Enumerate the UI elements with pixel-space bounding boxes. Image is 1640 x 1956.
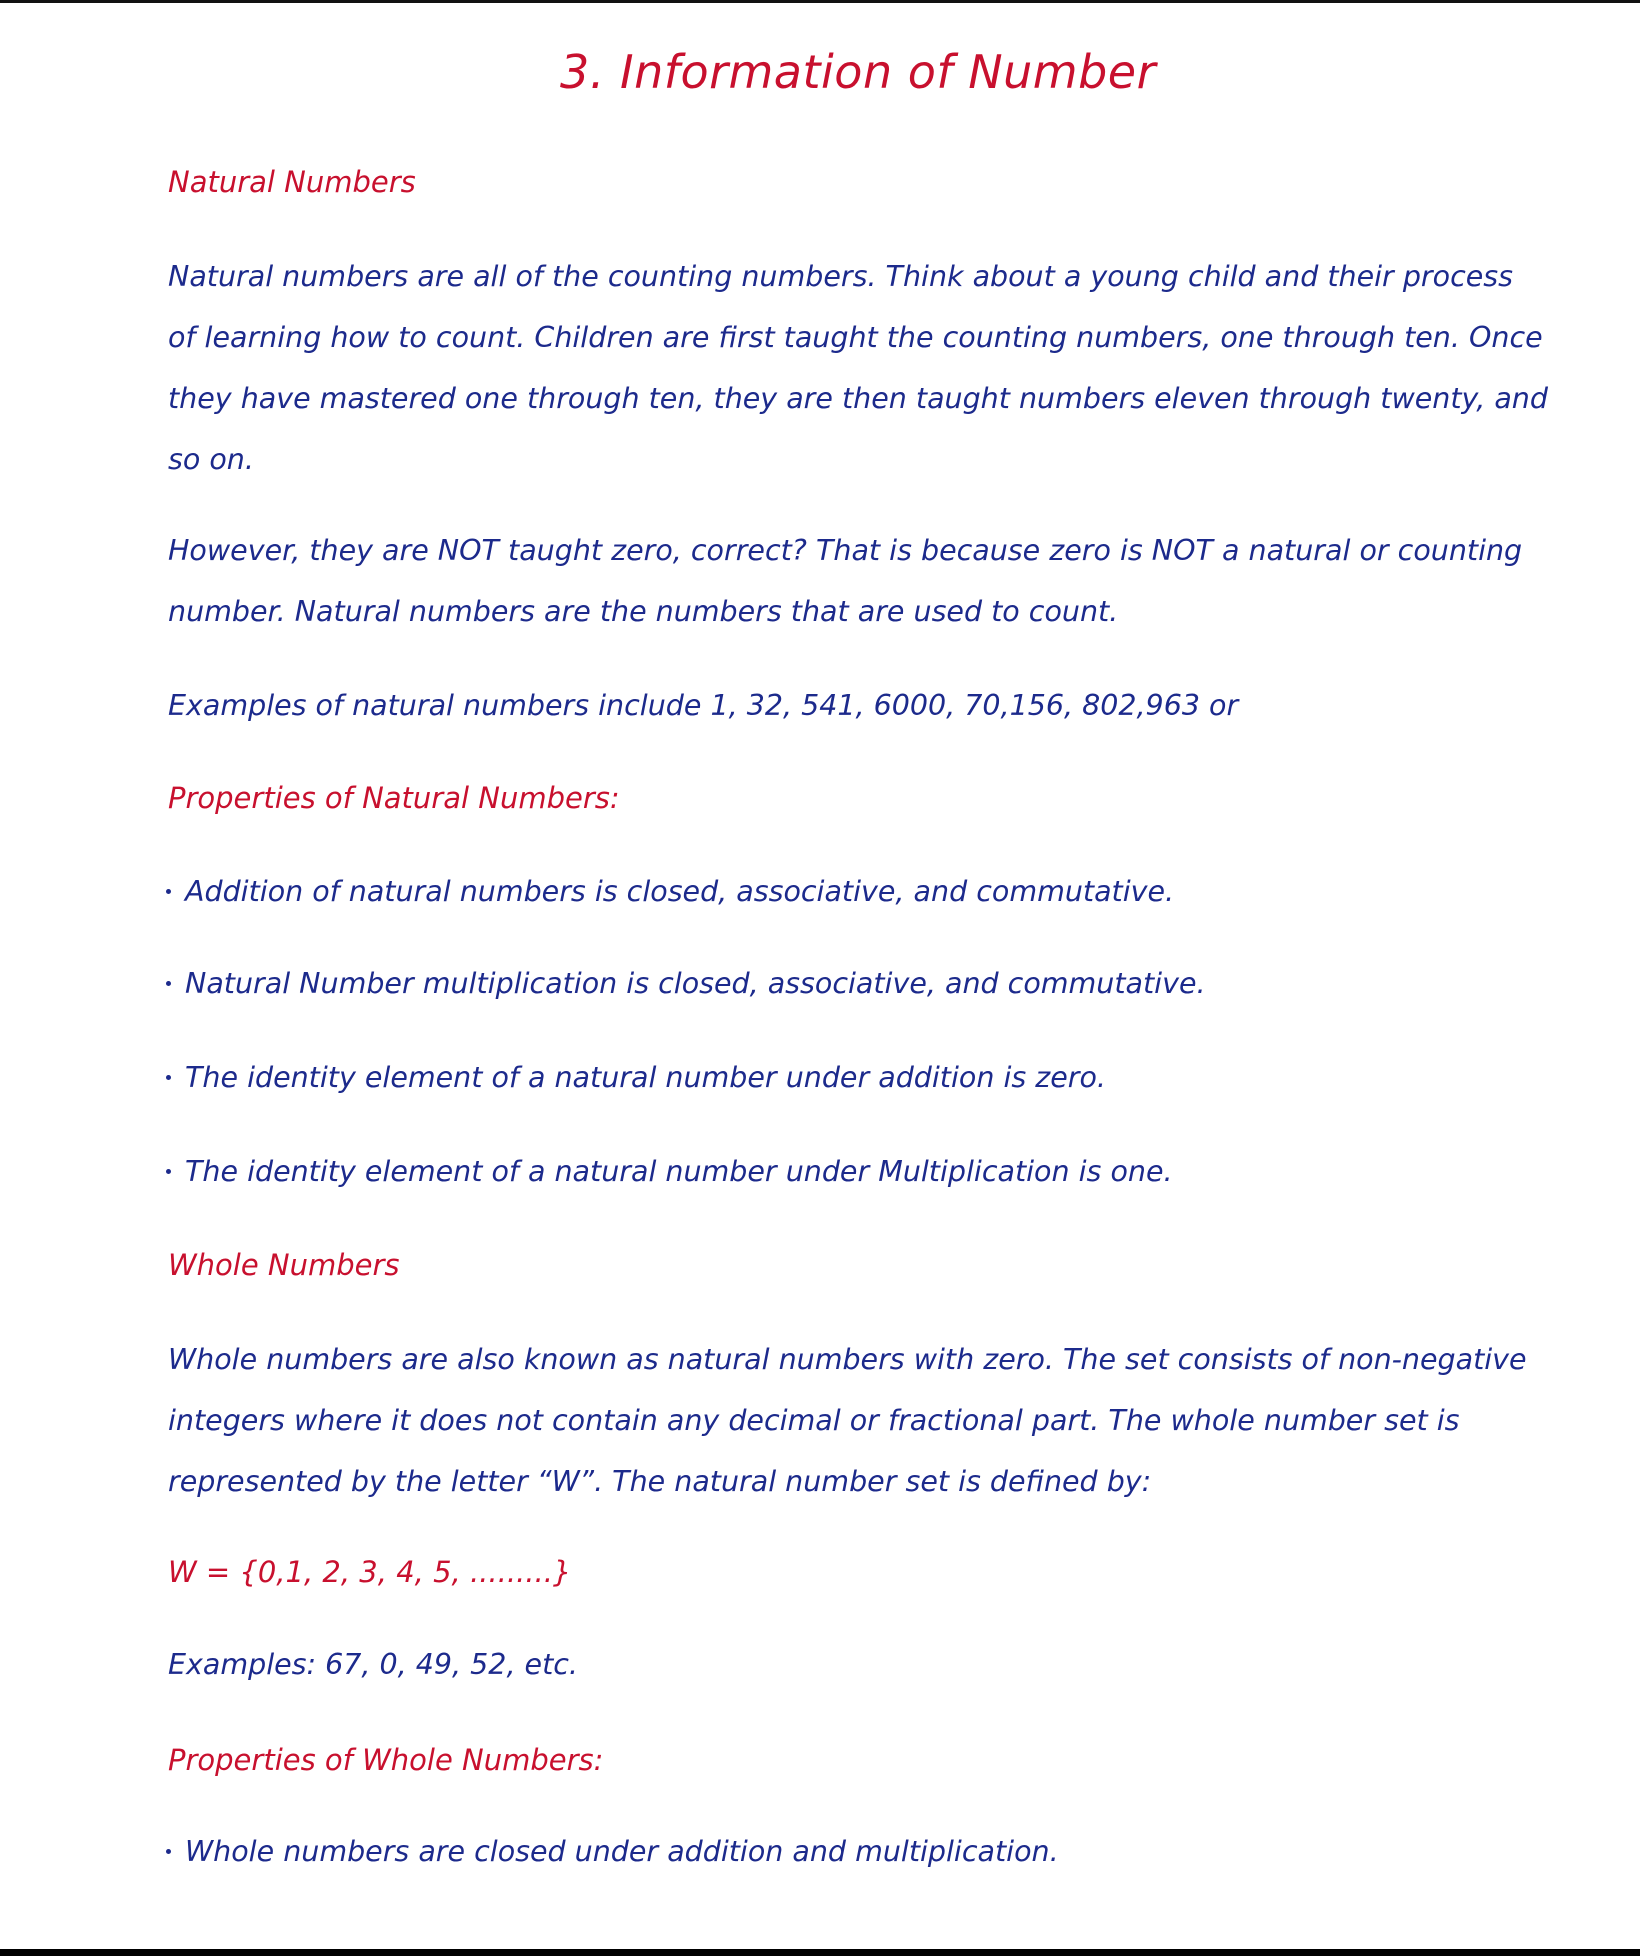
whole-properties-heading: Properties of Whole Numbers:: [168, 1743, 604, 1777]
bullet-icon: [166, 1169, 171, 1174]
natural-property-item: [166, 964, 1206, 1004]
natural-property-text: Natural Number multiplication is closed, associative, and commutative.: [185, 967, 1206, 1000]
natural-property-text: The identity element of a natural number under addition is zero.: [185, 1061, 1106, 1094]
whole-property-item: [166, 1832, 1059, 1872]
natural-property-text: Addition of natural numbers is closed, associative, and commutative.: [185, 875, 1175, 908]
bullet-icon: [166, 1075, 171, 1080]
natural-property-item: [166, 872, 1174, 912]
natural-property-text: The identity element of a natural number under Multiplication is one.: [185, 1155, 1173, 1188]
natural-property-item: [166, 1152, 1173, 1192]
whole-property-text: Whole numbers are closed under addition and multiplication.: [185, 1835, 1059, 1868]
page-title: 3. Information of Number: [560, 45, 1156, 99]
natural-numbers-paragraph-2: However, they are NOT taught zero, correct? That is because zero is NOT a natural or counting number. Natural numbers are the numbers that are used to count.: [168, 534, 1523, 628]
bottom-border: [0, 1949, 1640, 1956]
bullet-icon: [166, 889, 171, 894]
natural-property-item: [166, 1058, 1106, 1098]
whole-numbers-set-formula: W = {0,1, 2, 3, 4, 5, .........}: [168, 1555, 572, 1589]
whole-numbers-heading: Whole Numbers: [168, 1248, 400, 1282]
bullet-icon: [166, 981, 171, 986]
natural-numbers-paragraph-1: Natural numbers are all of the counting numbers. Think about a young child and their process of learning how to count. Children are first taught the counting numbers, one through ten. Once they have mastered one through ten, they are then taught numbers eleven through twenty, and so on.: [168, 260, 1548, 476]
whole-numbers-examples: Examples: 67, 0, 49, 52, etc.: [168, 1648, 578, 1681]
natural-numbers-heading: Natural Numbers: [168, 165, 416, 199]
natural-numbers-examples: Examples of natural numbers include 1, 32, 541, 6000, 70,156, 802,963 or: [168, 689, 1239, 722]
whole-numbers-paragraph: Whole numbers are also known as natural numbers with zero. The set consists of non-negative integers where it does not contain any decimal or fractional part. The whole number set is represented by the letter “W”. The natural number set is defined by:: [168, 1343, 1527, 1498]
natural-properties-heading: Properties of Natural Numbers:: [168, 781, 620, 815]
bullet-icon: [166, 1849, 171, 1854]
top-border: [0, 0, 1640, 3]
